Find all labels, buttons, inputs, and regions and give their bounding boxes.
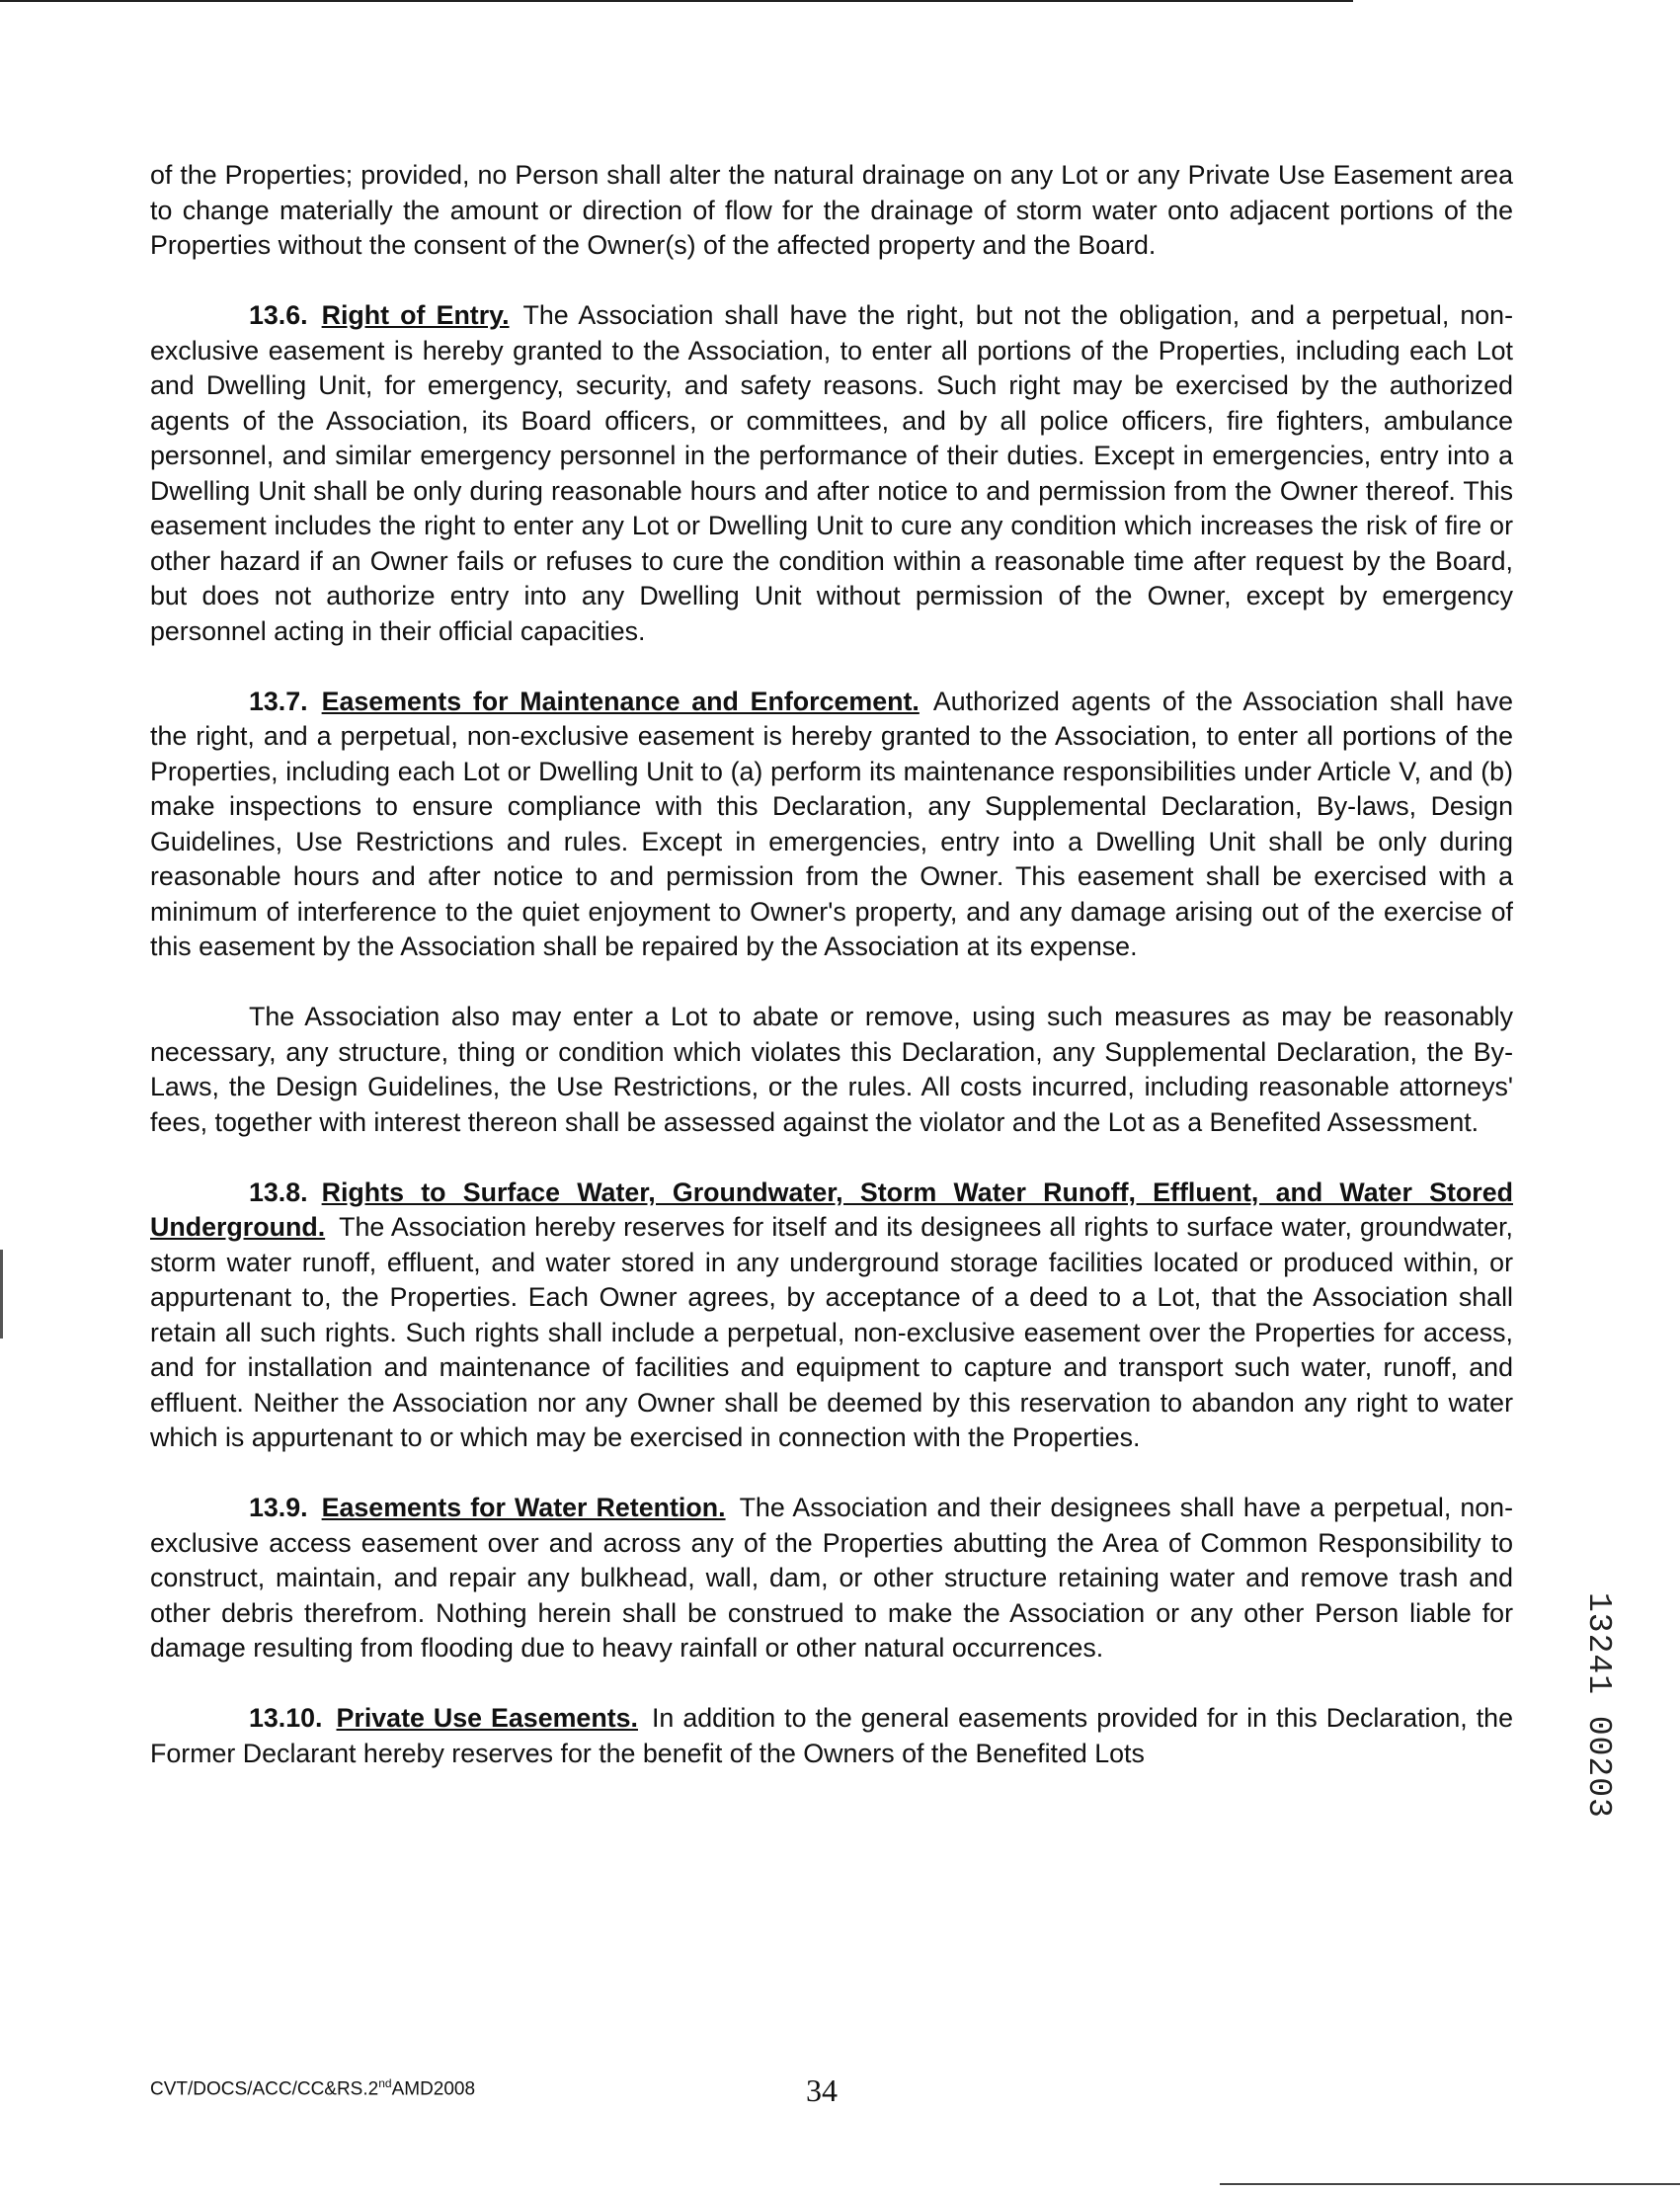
- page-number: 34: [806, 2072, 838, 2108]
- section-13-7-continued: [150, 1000, 1513, 1140]
- section-number: 13.6.: [249, 300, 308, 330]
- section-13-9: [150, 1491, 1513, 1666]
- recording-stamp: [1572, 1592, 1622, 1869]
- opening-paragraph: of the Properties; provided, no Person shall alter the natural drainage on any Lot or any Private Use Easement area to change materially the amount or direction of flow for the drainage of storm water onto adjacent portions of the Properties without the consent of the Owner(s) of the affected property and the Board.: [150, 160, 1513, 260]
- section-text: The Association shall have the right, but not the obligation, and a perpetual, non-exclusive easement is hereby granted to the Association, to enter all portions of the Properties, including each Lot and Dwelling Unit, for emergency, security, and safety reasons. Such right may be exercised by the authorized agents of the Association, its Board officers, or committees, and by all police officers, fire fighters, ambulance personnel, and similar emergency personnel in the performance of their duties. Except in emergencies, entry into a Dwelling Unit shall be only during reasonable hours and after notice to and permission from the Owner thereof. This easement includes the right to enter any Lot or Dwelling Unit to cure any condition which increases the risk of fire or other hazard if an Owner fails or refuses to cure the condition within a reasonable time after request by the Board, but does not authorize entry into any Dwelling Unit without permission of the Owner, except by emergency personnel acting in their official capacities.: [150, 300, 1514, 646]
- section-number: 13.7.: [249, 686, 308, 716]
- section-title: Right of Entry.: [321, 300, 510, 330]
- section-number: 13.10.: [249, 1703, 323, 1733]
- section-title: Easements for Water Retention.: [321, 1493, 726, 1522]
- section-number: 13.9.: [249, 1493, 308, 1522]
- section-text: The Association hereby reserves for itself and its designees all rights to surface water, groundwater, storm water runoff, effluent, and water stored in any underground storage facilities located or produced within, or appurtenant to, the Properties. Each Owner agrees, by acceptance of a deed to a Lot, that the Association shall retain all such rights. Such rights shall include a perpetual, non-exclusive easement over the Properties for access, and for installation and maintenance of facilities and equipment to capture and transport such water, runoff, and effluent. Neither the Association nor any Owner shall be deemed by this reservation to abandon any right to water which is appurtenant to or which may be exercised in connection with the Properties.: [150, 1212, 1513, 1452]
- section-13-10: [150, 1701, 1513, 1771]
- section-13-8: [150, 1176, 1513, 1456]
- section-text: In addition to the general easements provided for in this Declaration, the Former Declarant hereby reserves for the benefit of the Owners of the Benefited Lots: [150, 1703, 1513, 1768]
- section-title: Easements for Maintenance and Enforcement.: [321, 686, 920, 716]
- bottom-scan-rule: [1220, 2183, 1680, 2185]
- recording-stamp-text: 13241 00203: [1580, 1592, 1617, 1819]
- document-body: [150, 158, 1513, 1807]
- section-13-7: [150, 685, 1513, 965]
- doc-code-suffix: AMD2008: [391, 2078, 476, 2100]
- section-title: Private Use Easements.: [336, 1703, 638, 1733]
- top-scan-rule: [0, 0, 1353, 2]
- footer-document-code: [150, 2076, 475, 2100]
- section-number: 13.8.: [249, 1177, 308, 1207]
- section-text: Authorized agents of the Association shall have the right, and a perpetual, non-exclusive easement is hereby granted to the Association, to enter all portions of the Properties, including each Lot or Dwelling Unit to (a) perform its maintenance responsibilities under Article V, and (b) make inspections to ensure compliance with this Declaration, any Supplemental Declaration, By-laws, Design Guidelines, Use Restrictions and rules. Except in emergencies, entry into a Dwelling Unit shall be only during reasonable hours and after notice to and permission from the Owner. This easement shall be exercised with a minimum of interference to the quiet enjoyment to Owner's property, and any damage arising out of the exercise of this easement by the Association shall be repaired by the Association at its expense.: [150, 686, 1513, 961]
- section-13-6: [150, 298, 1513, 649]
- doc-code-superscript: nd: [378, 2076, 392, 2090]
- section-text: The Association and their designees shall have a perpetual, non-exclusive access easement over and across any of the Properties abutting the Area of Common Responsibility to construct, maintain, and repair any bulkhead, wall, dam, or other structure retaining water and remove trash and other debris therefrom. Nothing herein shall be construed to make the Association or any other Person liable for damage resulting from flooding due to heavy rainfall or other natural occurrences.: [150, 1493, 1513, 1663]
- left-scan-mark: [0, 1250, 3, 1339]
- section-text: The Association also may enter a Lot to abate or remove, using such measures as may be reasonably necessary, any structure, thing or condition which violates this Declaration, any Supplemental Declaration, the By-Laws, the Design Guidelines, the Use Restrictions, or the rules. All costs incurred, including reasonable attorneys' fees, together with interest thereon shall be assessed against the violator and the Lot as a Benefited Assessment.: [150, 1002, 1513, 1137]
- section-title: Rights to Surface Water, Groundwater, Storm Water Runoff, Effluent, and Water Stored Underground.: [150, 1177, 1513, 1242]
- doc-code-prefix: CVT/DOCS/ACC/CC&RS.2: [150, 2078, 379, 2100]
